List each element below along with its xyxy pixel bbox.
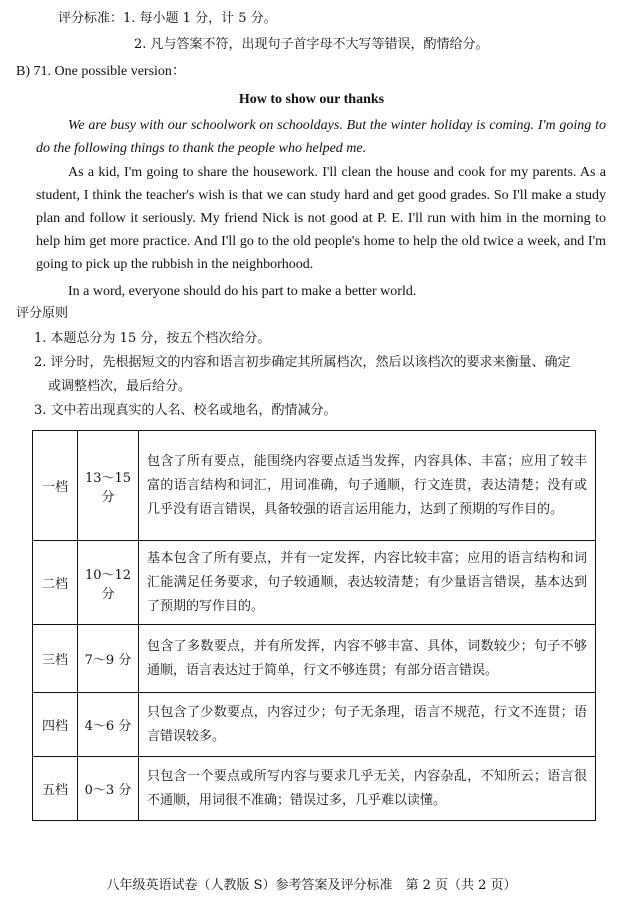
grade-score: 10～12 分	[78, 541, 139, 625]
principle-item-3: 3. 文中若出现真实的人名、校名或地名，酌情减分。	[34, 403, 337, 418]
grade-level: 五档	[33, 757, 78, 821]
essay-paragraph-body: As a kid, I'm going to share the housework. I'll clean the house and cook for my parents. As a student, I think the teacher's wish is that we can study hard and get good grades. So I'll make a study plan and follow it seriously. My friend Nick is not good at P. E. I'll run with him in the morning to help him get more practice. And I'll go to the old people's home to help the old twice a week, and I'm going to pick up the rubbish in the neighborhood.	[36, 165, 606, 272]
essay-paragraph-conclusion: In a word, everyone should do his part to make a better world.	[68, 284, 417, 299]
grade-description: 只包含了少数要点，内容过少；句子无条理，语言不规范，行文不连贯；语言错误较多。	[139, 693, 596, 757]
principle-item-1: 1. 本题总分为 15 分，按五个档次给分。	[34, 331, 271, 346]
grade-description: 包含了多数要点，并有所发挥，内容不够丰富、具体，词数较少；句子不够通顺，语言表达过于简单，行文不够连贯；有部分语言错误。	[139, 625, 596, 693]
grade-row	[33, 541, 596, 625]
grade-score: 4～6 分	[78, 693, 139, 757]
scoring-standard-line-2: 2. 凡与答案不符，出现句子首字母不大写等错误，酌情给分。	[134, 37, 489, 52]
grade-row	[33, 757, 596, 821]
grade-row	[33, 625, 596, 693]
grade-description: 包含了所有要点，能围绕内容要点适当发挥，内容具体、丰富；应用了较丰富的语言结构和词汇，用词准确，句子通顺，行文连贯，表达清楚；没有或几乎没有语言错误，具备较强的语言运用能力，达到了预期的写作目的。	[139, 431, 596, 541]
grade-score: 7～9 分	[78, 625, 139, 693]
grading-table	[32, 430, 596, 821]
page-footer: 八年级英语试卷（人教版 S）参考答案及评分标准 第 2 页（共 2 页）	[106, 878, 517, 893]
principle-item-2-cont: 或调整档次，最后给分。	[48, 379, 192, 394]
grade-level: 二档	[33, 541, 78, 625]
grade-description: 只包含一个要点或所写内容与要求几乎无关，内容杂乱，不知所云；语言很不通顺，用词很不准确；错误过多，几乎难以读懂。	[139, 757, 596, 821]
grade-score: 0～3 分	[78, 757, 139, 821]
grade-row	[33, 693, 596, 757]
grade-row	[33, 431, 596, 541]
grade-score: 13～15 分	[78, 431, 139, 541]
grade-level: 三档	[33, 625, 78, 693]
grade-level: 一档	[33, 431, 78, 541]
principle-item-2: 2. 评分时，先根据短文的内容和语言初步确定其所属档次，然后以该档次的要求来衡量、确定	[34, 355, 571, 370]
principles-heading: 评分原则	[16, 306, 69, 321]
grade-description: 基本包含了所有要点，并有一定发挥，内容比较丰富；应用的语言结构和词汇能满足任务要求，句子较通顺，表达较清楚；有少量语言错误，基本达到了预期的写作目的。	[139, 541, 596, 625]
essay-title: How to show our thanks	[238, 92, 385, 107]
grade-level: 四档	[33, 693, 78, 757]
scoring-standard-line-1: 评分标准：1. 每小题 1 分，计 5 分。	[58, 11, 277, 26]
essay-paragraph-intro: We are busy with our schoolwork on schooldays. But the winter holiday is coming. I'm going to do the following things to thank the people who helped me.	[36, 118, 606, 156]
section-b-heading: B) 71. One possible version：	[16, 64, 186, 79]
